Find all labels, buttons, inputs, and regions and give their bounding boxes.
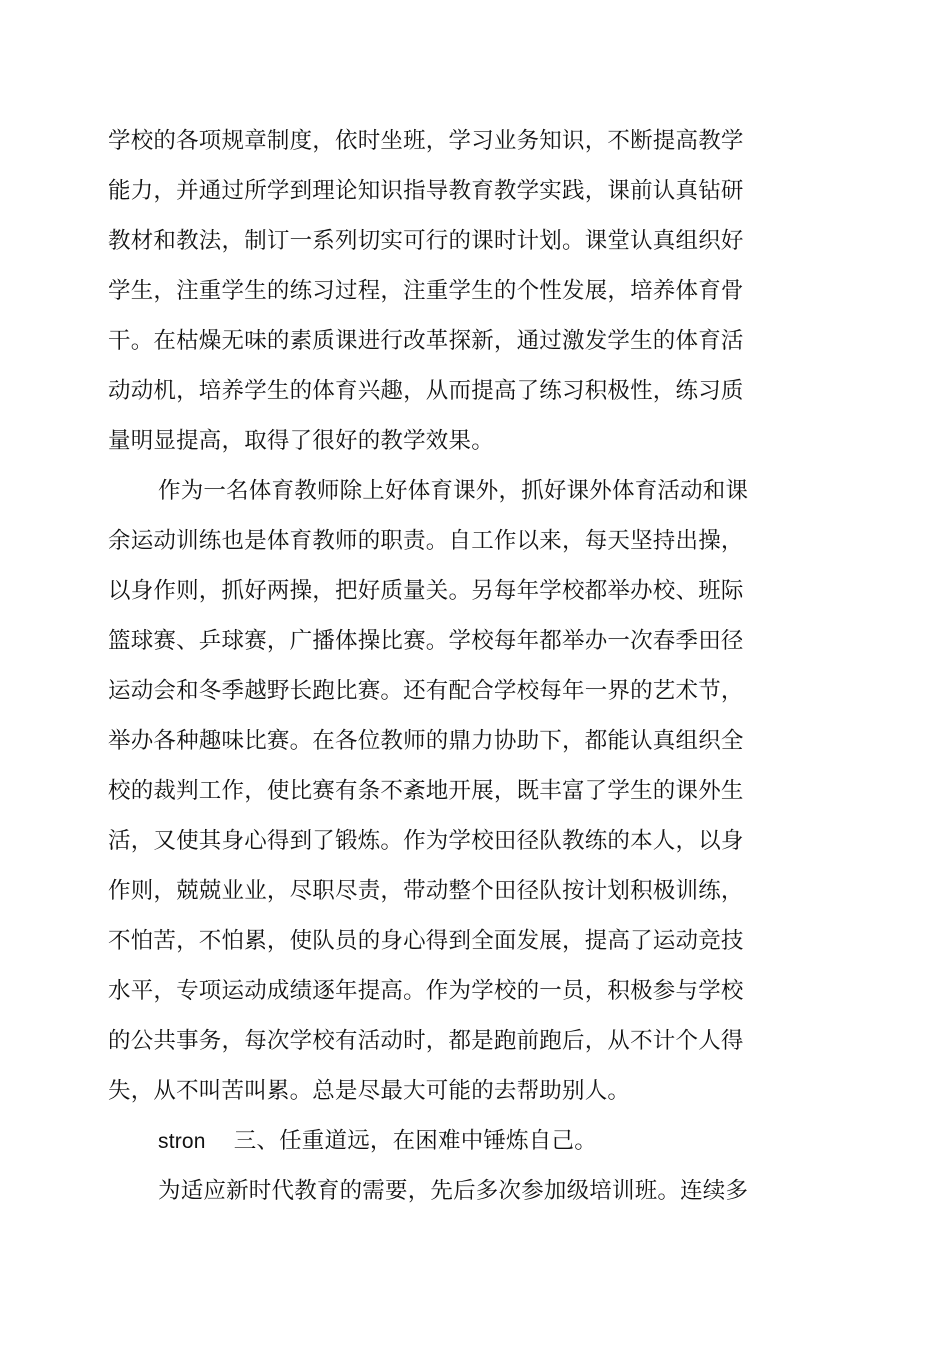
paragraph-2-line-6: 举办各种趣味比赛。在各位教师的鼎力协助下，都能认真组织全 [108,728,744,754]
paragraph-1-line-5: 干。在枯燥无味的素质课进行改革探新，通过激发学生的体育活 [108,328,744,354]
paragraph-2-line-9: 作则，兢兢业业，尽职尽责，带动整个田径队按计划积极训练， [108,878,744,904]
paragraph-1-line-2: 能力，并通过所学到理论知识指导教育教学实践，课前认真钻研 [108,178,744,204]
paragraph-2-line-11: 水平，专项运动成绩逐年提高。作为学校的一员，积极参与学校 [108,978,744,1004]
paragraph-2-line-1: 作为一名体育教师除上好体育课外，抓好课外体育活动和课 [158,478,749,504]
paragraph-1-line-6: 动动机，培养学生的体育兴趣，从而提高了练习积极性，练习质 [108,378,744,404]
paragraph-2-line-12: 的公共事务，每次学校有活动时，都是跑前跑后，从不计个人得 [108,1028,744,1054]
paragraph-1-line-3: 教材和教法，制订一系列切实可行的课时计划。课堂认真组织好 [108,228,744,254]
paragraph-2-line-7: 校的裁判工作，使比赛有条不紊地开展，既丰富了学生的课外生 [108,778,744,804]
section-heading [158,1126,597,1157]
paragraph-2-line-5: 运动会和冬季越野长跑比赛。还有配合学校每年一界的艺术节， [108,678,744,704]
heading-text: 三、任重道远，在困难中锤炼自己。 [233,1128,597,1154]
paragraph-2-line-3: 以身作则，抓好两操，把好质量关。另每年学校都举办校、班际 [108,578,744,604]
paragraph-1-line-4: 学生，注重学生的练习过程，注重学生的个性发展，培养体育骨 [108,278,744,304]
paragraph-1-line-7: 量明显提高，取得了很好的教学效果。 [108,428,494,454]
paragraph-2-line-8: 活，又使其身心得到了锻炼。作为学校田径队教练的本人，以身 [108,828,744,854]
paragraph-1-line-1: 学校的各项规章制度，依时坐班，学习业务知识，不断提高教学 [108,128,744,154]
paragraph-2-line-10: 不怕苦，不怕累，使队员的身心得到全面发展，提高了运动竞技 [108,928,744,954]
heading-tag: stron [158,1130,206,1153]
paragraph-3-line-1: 为适应新时代教育的需要，先后多次参加级培训班。连续多 [158,1178,749,1204]
paragraph-2-line-13: 失，从不叫苦叫累。总是尽最大可能的去帮助别人。 [108,1078,631,1104]
paragraph-2-line-4: 篮球赛、乒球赛，广播体操比赛。学校每年都举办一次春季田径 [108,628,744,654]
paragraph-2-line-2: 余运动训练也是体育教师的职责。自工作以来，每天坚持出操， [108,528,744,554]
